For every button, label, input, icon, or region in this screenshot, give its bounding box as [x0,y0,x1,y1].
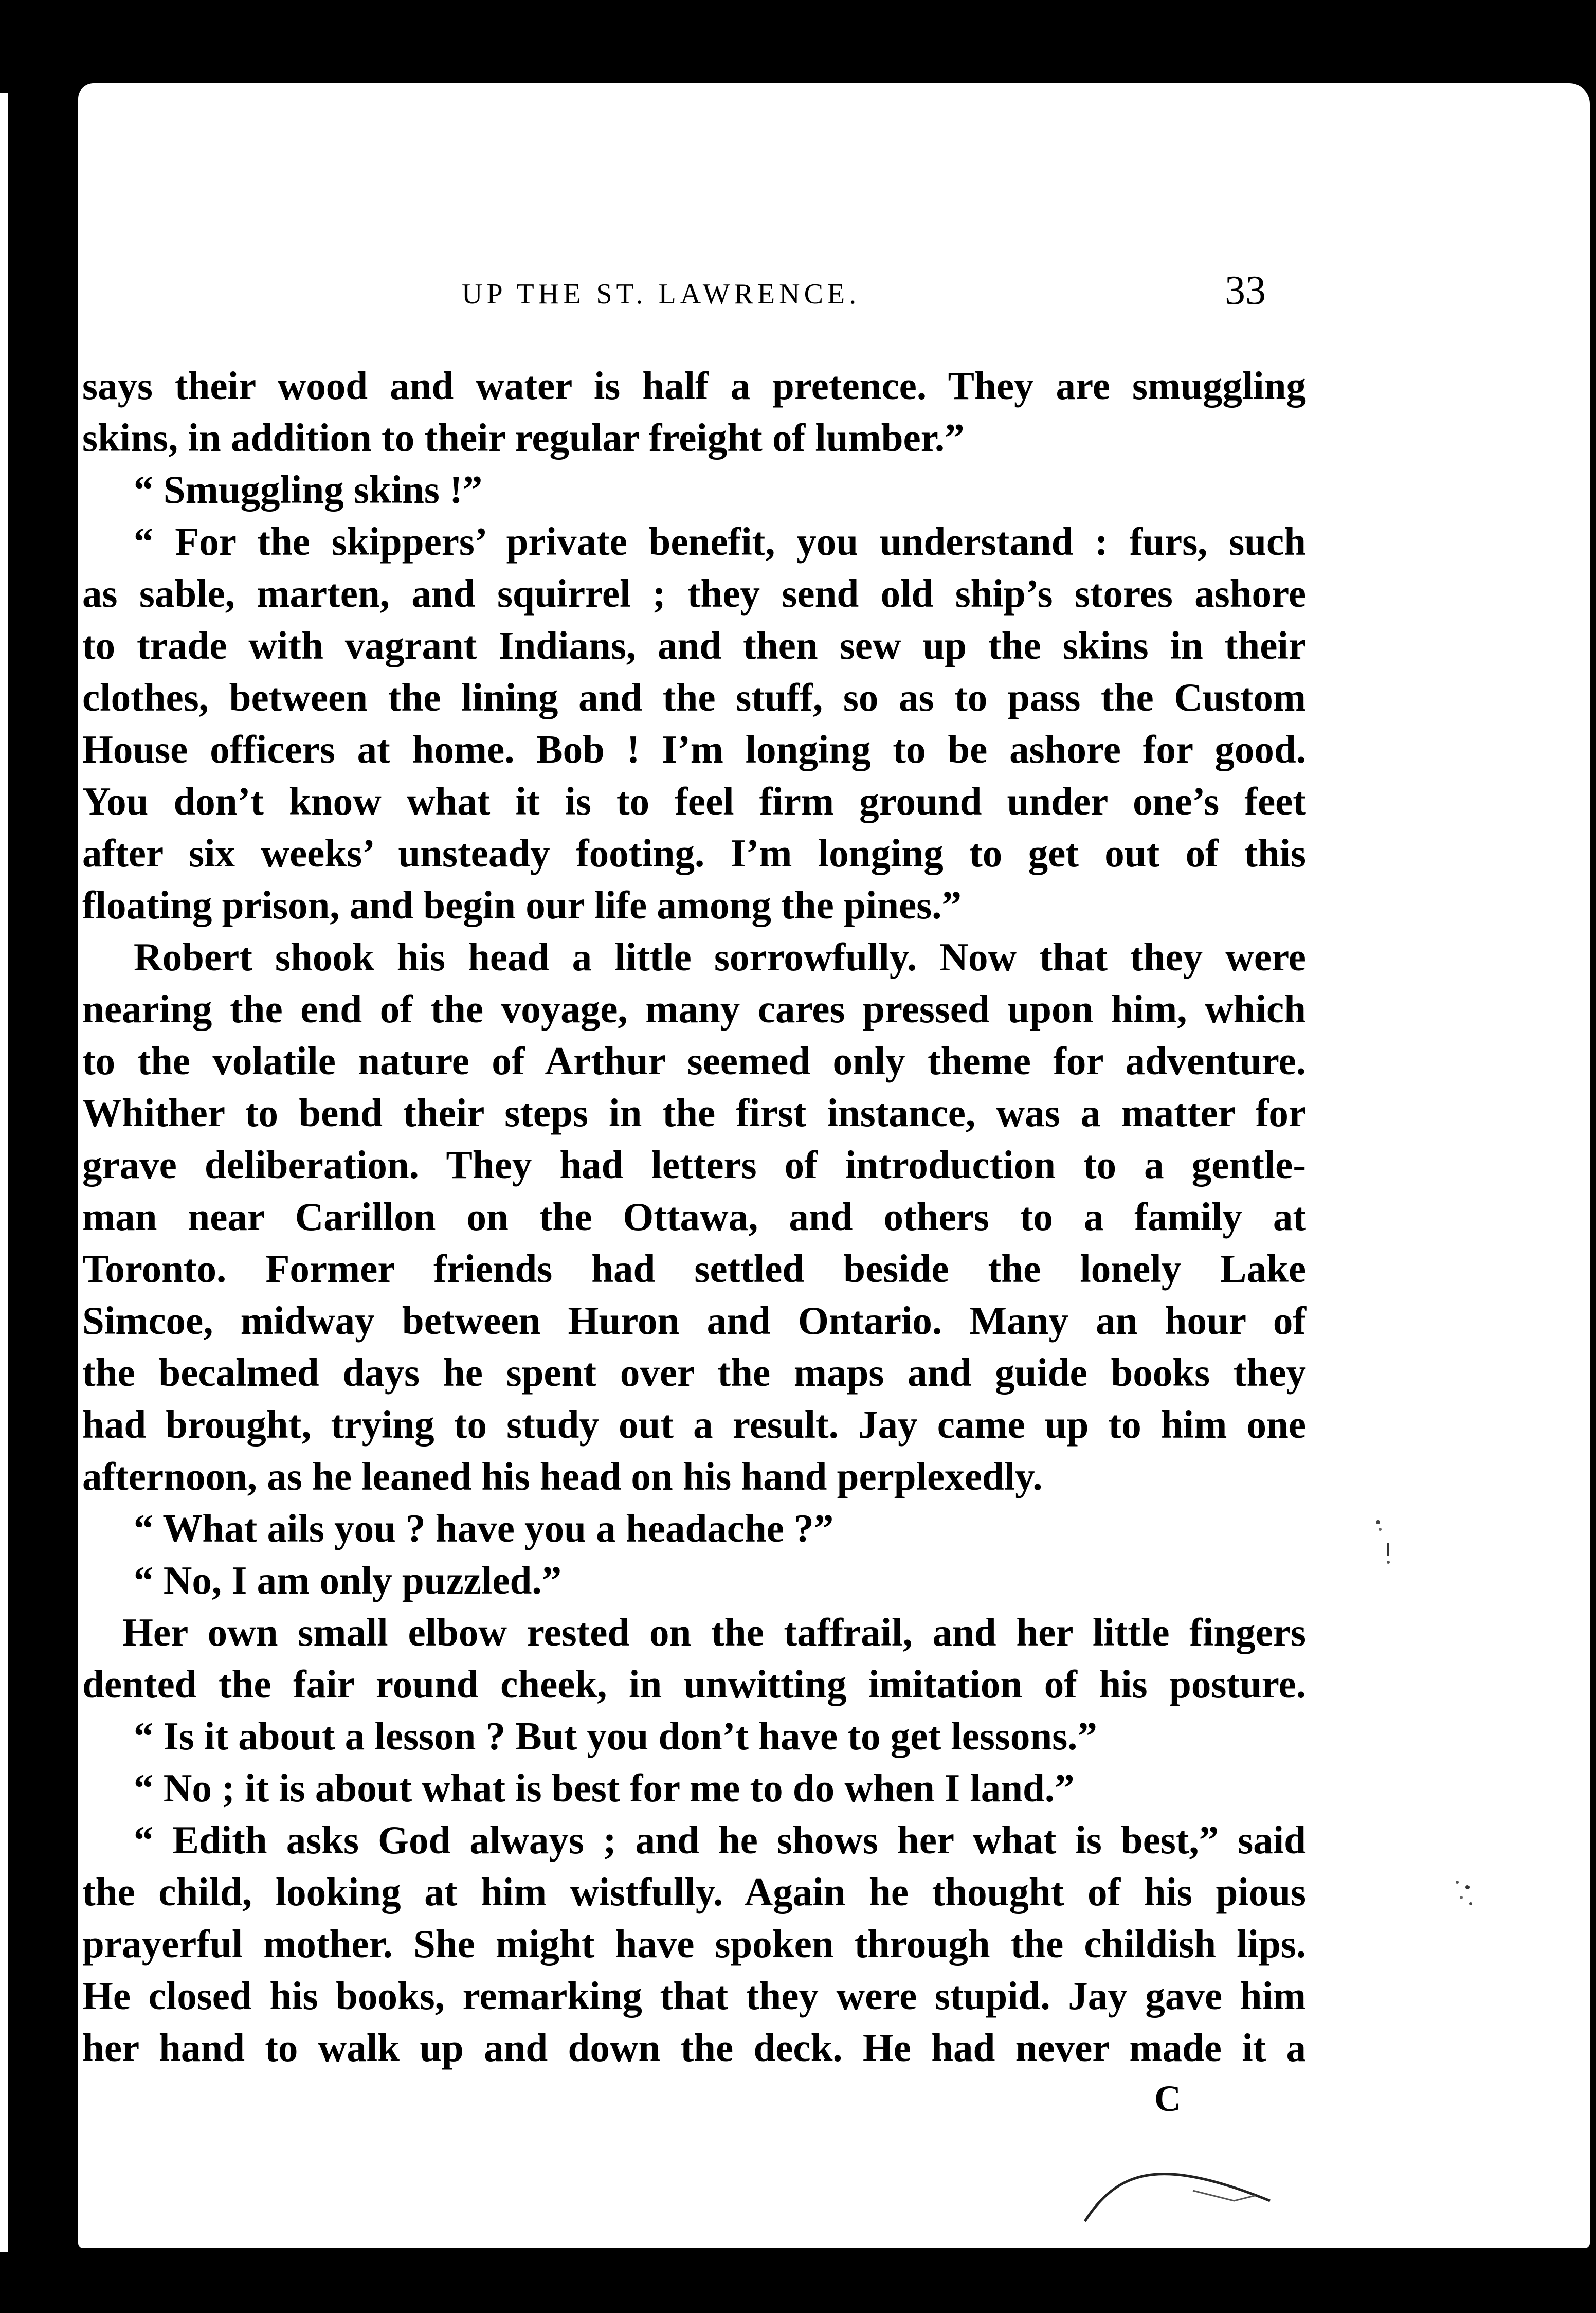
running-title: UP THE ST. LAWRENCE. [462,278,861,310]
text-line: You don’t know what it is to feel firm ground under one’s feet [82,779,1306,823]
text-line: her hand to walk up and down the deck. He had never made it a [82,2026,1306,2070]
text-line: skins, in addition to their regular freight of lumber.” [82,415,965,460]
text-line: man near Carillon on the Ottawa, and others to a family at [82,1195,1306,1239]
text-line: “ No, I am only puzzled.” [134,1558,562,1602]
text-line: House officers at home. Bob ! I’m longing to be ashore for good. [82,727,1306,771]
text-line: He closed his books, remarking that they were stupid. Jay gave him [82,1974,1306,2018]
text-line: to the volatile nature of Arthur seemed only theme for adventure. [82,1039,1306,1083]
text-line: “ Edith asks God always ; and he shows her what is best,” said [134,1818,1306,1862]
text-line: Whither to bend their steps in the first instance, was a matter for [82,1091,1306,1135]
text-line: says their wood and water is half a pretence. They are smuggling [82,364,1306,408]
text-line: Simcoe, midway between Huron and Ontario. Many an hour of [82,1298,1306,1343]
text-line: Toronto. Former friends had settled beside the lonely Lake [82,1246,1306,1291]
text-line: clothes, between the lining and the stuff, so as to pass the Custom [82,675,1306,719]
text-line: “ What ails you ? have you a headache ?” [134,1506,834,1550]
text-line: afternoon, as he leaned his head on his hand perplexedly. [82,1454,1043,1498]
text-line: “ Smuggling skins !” [134,467,483,512]
text-line: had brought, trying to study out a result. Jay came up to him one [82,1402,1306,1447]
text-line: dented the fair round cheek, in unwitting imitation of his posture. [82,1662,1306,1706]
text-line: the becalmed days he spent over the maps and guide books they [82,1350,1306,1395]
text-line: Robert shook his head a little sorrowfully. Now that they were [134,935,1306,979]
margin-speck-marks [1368,1512,1399,1574]
page-header [78,267,1590,329]
text-line: “ Is it about a lesson ? But you don’t have to get lessons.” [134,1714,1097,1758]
text-line: grave deliberation. They had letters of introduction to a gentle- [82,1143,1306,1187]
page-edge-left [0,93,8,2252]
text-line: as sable, marten, and squirrel ; they send old ship’s stores ashore [82,571,1306,616]
text-line: nearing the end of the voyage, many cares pressed upon him, which [82,987,1306,1031]
text-line: prayerful mother. She might have spoken through the childish lips. [82,1922,1306,1966]
signature-mark: C [1154,2078,1181,2119]
page-number: 33 [1225,268,1266,313]
text-line: Her own small elbow rested on the taffrail, and her little fingers [122,1610,1306,1654]
margin-speck-marks-lower [1450,1872,1481,1923]
text-line: floating prison, and begin our life among the pines.” [82,883,962,927]
text-line: to trade with vagrant Indians, and then sew up the skins in their [82,623,1306,667]
text-line: after six weeks’ unsteady footing. I’m longing to get out of this [82,831,1306,875]
text-line: the child, looking at him wistfully. Again he thought of his pious [82,1870,1306,1914]
text-line: “ No ; it is about what is best for me to do when I land.” [134,1766,1075,1810]
body-text [82,360,1306,2074]
text-line: “ For the skippers’ private benefit, you understand : furs, such [134,519,1306,564]
